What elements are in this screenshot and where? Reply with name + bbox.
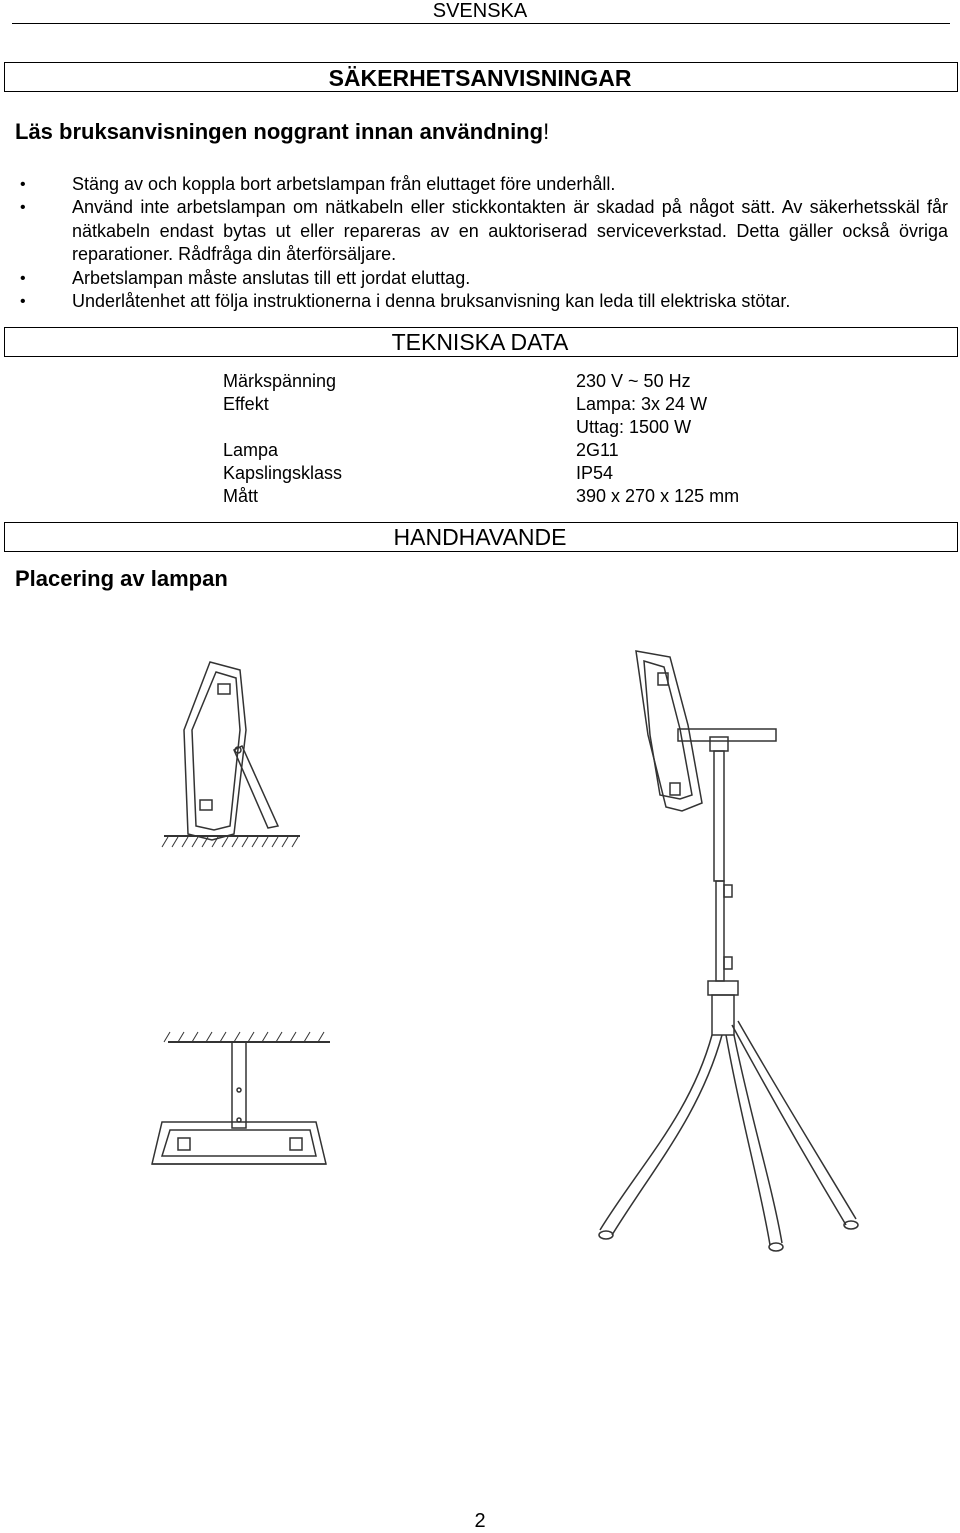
spec-value: Uttag: 1500 W [576,417,692,437]
spec-value: 230 V ~ 50 Hz [576,371,691,391]
spec-value: Lampa: 3x 24 W [576,394,708,414]
placement-heading: Placering av lampan [15,566,228,591]
safety-item: • Underlåtenhet att följa instruktionerna i denna bruksanvisning kan leda till elektriska stötar. [0,290,960,313]
header-rule [12,23,950,24]
lamp-floor-stand-illustration [150,650,310,860]
spec-value: 390 x 270 x 125 mm [576,486,740,506]
safety-lead-punct: ! [543,119,550,144]
spec-value: IP54 [576,463,614,483]
lamp-tripod-illustration [600,645,860,1275]
safety-list [0,173,960,313]
operation-title: HANDHAVANDE [393,524,567,550]
spec-label: Lampa [223,440,279,460]
spec-label: Kapslingsklass [223,463,343,483]
lamp-ceiling-mount-illustration [140,1030,340,1180]
language-header: SVENSKA [432,0,528,22]
spec-label: Mått [223,486,259,506]
spec-value: 2G11 [576,440,619,460]
safety-item: • Arbetslampan måste anslutas till ett jordat eluttag. [0,267,960,290]
spec-label: Märkspänning [223,371,337,391]
page-number: 2 [474,1510,486,1532]
safety-lead-text: Läs bruksanvisningen noggrant innan användning [15,119,544,144]
spec-label: Effekt [223,394,269,414]
safety-lead [15,119,549,145]
safety-title: SÄKERHETSANVISNINGAR [328,65,632,91]
safety-item: • Använd inte arbetslampan om nätkabeln eller stickkontakten är skadad på något sätt. Av säkerhetsskäl får nätkabeln endast bytas ut eller repareras av en auktoriserad serviceverkstad. Detta gäller också övriga reparationer. Rådfråga din återförsäljare. [0,196,960,266]
safety-item: • Stäng av och koppla bort arbetslampan från eluttaget före underhåll. [0,173,960,196]
tech-title: TEKNISKA DATA [391,329,569,355]
